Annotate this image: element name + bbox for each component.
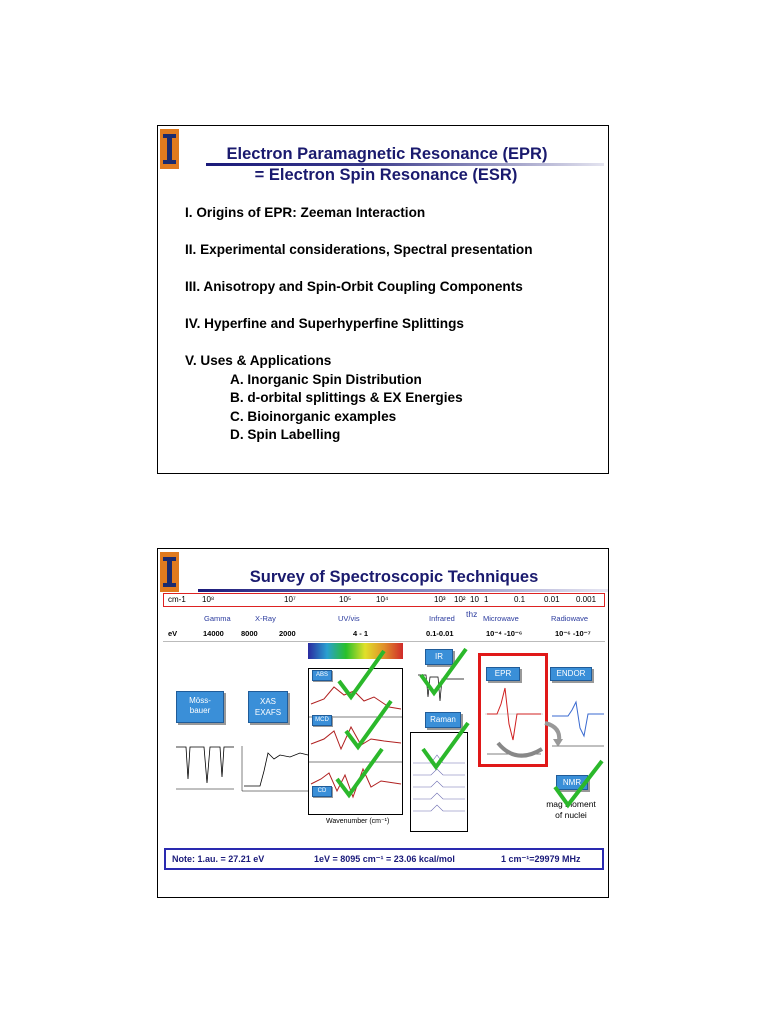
slide-subtitle: = Electron Spin Resonance (ESR) xyxy=(254,166,518,184)
xas-spectrum xyxy=(240,741,310,801)
outline-subitem: B. d-orbital splittings & EX Energies xyxy=(230,390,463,405)
epr-button[interactable]: EPR xyxy=(486,667,520,681)
ev-value: 10⁻⁶ -10⁻⁷ xyxy=(555,629,591,638)
slide-spectroscopy-survey xyxy=(157,548,609,898)
arc-arrow-icon xyxy=(496,739,546,770)
outline-list xyxy=(185,204,533,445)
wavenumber-unit: cm-1 xyxy=(168,595,186,604)
nmr-note: mag moment of nuclei xyxy=(546,799,596,820)
slide-epr-outline xyxy=(157,125,609,474)
ev-value: 10⁻⁴ -10⁻⁶ xyxy=(486,629,523,638)
region-label: UV/vis xyxy=(338,614,360,623)
outline-item: I. Origins of EPR: Zeeman Interaction xyxy=(185,205,426,220)
nmr-button[interactable]: NMR xyxy=(556,775,588,790)
note-au: Note: 1.au. = 27.21 eV xyxy=(172,854,265,864)
outline-item: V. Uses & Applications xyxy=(185,353,332,368)
slide-title: Electron Paramagnetic Resonance (EPR) xyxy=(226,145,548,163)
checkmark-icon xyxy=(552,757,606,813)
checkmark-icon xyxy=(334,745,386,801)
wavenumber-tick: 10³ xyxy=(434,595,446,604)
outline-subitem: D. Spin Labelling xyxy=(230,427,341,442)
ev-value: 8000 xyxy=(241,629,258,638)
checkmark-icon xyxy=(336,647,388,703)
checkmark-icon xyxy=(418,645,470,701)
ev-unit: eV xyxy=(168,629,178,638)
unit-conversion-note xyxy=(164,848,604,870)
outline-item: II. Experimental considerations, Spectral presentation xyxy=(185,242,533,257)
wavenumber-tick: 10⁸ xyxy=(202,595,215,604)
wavenumber-axis-label: Wavenumber (cm⁻¹) xyxy=(326,818,390,825)
ev-value: 4 - 1 xyxy=(353,629,369,638)
wavenumber-tick: 0.001 xyxy=(576,595,597,604)
raman-button[interactable]: Raman xyxy=(425,712,461,728)
abs-button[interactable]: ABS xyxy=(312,670,332,681)
region-label: Gamma xyxy=(204,614,231,623)
note-mhz: 1 cm⁻¹=29979 MHz xyxy=(501,854,581,864)
mossbauer-button[interactable]: Möss- bauer xyxy=(176,691,224,723)
region-label: Radiowave xyxy=(551,614,589,623)
wavenumber-scale xyxy=(163,593,605,607)
cd-button[interactable]: CD xyxy=(312,786,332,797)
wavenumber-tick: 10² xyxy=(454,595,466,604)
wavenumber-tick: 0.1 xyxy=(514,595,526,604)
wavenumber-tick: 10⁷ xyxy=(284,595,296,604)
ir-button[interactable]: IR xyxy=(425,649,453,665)
outline-subitem: C. Bioinorganic examples xyxy=(230,408,397,424)
mossbauer-spectrum xyxy=(174,739,236,794)
wavenumber-tick: 10 xyxy=(470,595,479,604)
endor-button[interactable]: ENDOR xyxy=(550,667,592,681)
note-ev: 1eV = 8095 cm⁻¹ = 23.06 kcal/mol xyxy=(314,854,455,864)
mcd-button[interactable]: MCD xyxy=(312,715,332,726)
region-label: Microwave xyxy=(483,614,519,623)
outline-item: III. Anisotropy and Spin-Orbit Coupling Components xyxy=(185,279,523,294)
xas-exafs-button[interactable]: XAS EXAFS xyxy=(248,691,288,723)
slide-title: Survey of Spectroscopic Techniques xyxy=(249,568,539,586)
title-underline xyxy=(198,589,608,592)
thz-label: thz xyxy=(466,609,478,619)
ev-value: 0.1-0.01 xyxy=(426,629,454,638)
outline-item: IV. Hyperfine and Superhyperfine Splittings xyxy=(185,316,464,331)
checkmark-icon xyxy=(420,719,472,775)
wavenumber-tick: 10⁴ xyxy=(376,595,389,604)
wavenumber-tick: 1 xyxy=(484,595,489,604)
wavenumber-tick: 10⁵ xyxy=(339,595,352,604)
row-divider xyxy=(163,641,605,642)
ev-value: 2000 xyxy=(279,629,296,638)
region-label: Infrared xyxy=(429,614,455,623)
ev-value: 14000 xyxy=(203,629,224,638)
outline-subitem: A. Inorganic Spin Distribution xyxy=(230,371,422,387)
region-label: X-Ray xyxy=(255,614,276,623)
wavenumber-tick: 0.01 xyxy=(544,595,560,604)
